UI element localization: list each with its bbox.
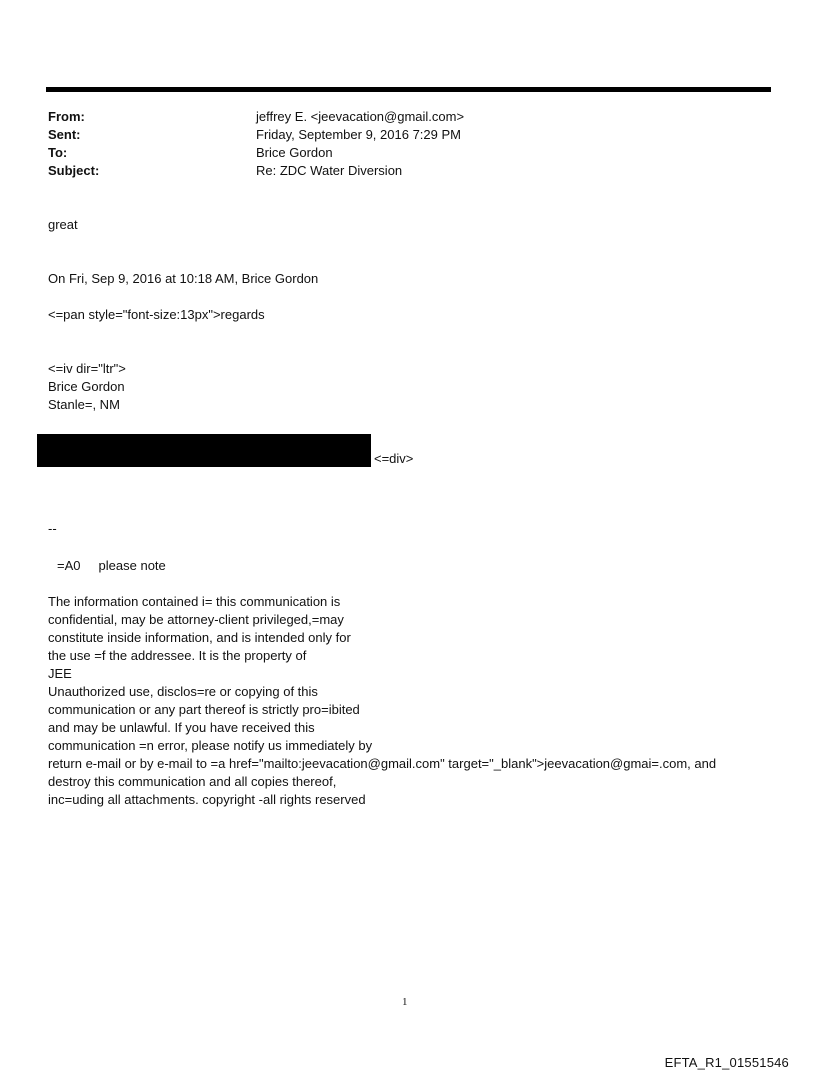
- regards-line: <=pan style="font-size:13px">regards: [48, 307, 265, 322]
- signature-name: Brice Gordon: [48, 379, 125, 394]
- from-row: [48, 108, 748, 126]
- document-id: EFTA_R1_01551546: [664, 1055, 789, 1070]
- from-value: jeffrey E. <jeevacation@gmail.com>: [256, 109, 465, 124]
- sent-value: Friday, September 9, 2016 7:29 PM: [256, 127, 461, 142]
- to-row: [48, 144, 748, 162]
- to-value: Brice Gordon: [256, 145, 333, 160]
- disclaimer-line: the use =f the addressee. It is the property of: [48, 648, 307, 663]
- to-label: To:: [48, 145, 68, 160]
- signature-separator: --: [48, 521, 57, 536]
- sent-label: Sent:: [48, 127, 81, 142]
- disclaimer-line: Unauthorized use, disclos=re or copying of this: [48, 684, 318, 699]
- disclaimer-line: JEE: [48, 666, 72, 681]
- subject-row: [48, 162, 748, 180]
- subject-label: Subject:: [48, 163, 100, 178]
- disclaimer-line: and may be unlawful. If you have received this: [48, 720, 315, 735]
- disclaimer-line: The information contained i= this communication is: [48, 594, 341, 609]
- quote-intro: On Fri, Sep 9, 2016 at 10:18 AM, Brice Gordon: [48, 271, 319, 286]
- disclaimer-line: communication or any part thereof is strictly pro=ibited: [48, 702, 360, 717]
- signature-block: [48, 360, 126, 414]
- reply-text: great: [48, 217, 78, 232]
- sent-row: [48, 126, 748, 144]
- email-header: [48, 108, 748, 180]
- div-close-markup: <=div>: [374, 451, 414, 466]
- please-note: =A0 please note: [57, 558, 166, 573]
- header-divider: [46, 87, 771, 92]
- signature-location: Stanle=, NM: [48, 397, 120, 412]
- subject-value: Re: ZDC Water Diversion: [256, 163, 403, 178]
- disclaimer: [48, 593, 716, 809]
- page-number: 1: [402, 996, 408, 1008]
- div-markup-line: <=iv dir="ltr">: [48, 361, 126, 376]
- disclaimer-line: inc=uding all attachments. copyright -all rights reserved: [48, 792, 366, 807]
- disclaimer-line: constitute inside information, and is intended only for: [48, 630, 351, 645]
- from-label: From:: [48, 109, 85, 124]
- disclaimer-line: communication =n error, please notify us immediately by: [48, 738, 373, 753]
- redaction-bar: [37, 434, 371, 467]
- disclaimer-line: destroy this communication and all copies thereof,: [48, 774, 337, 789]
- disclaimer-line: confidential, may be attorney-client privileged,=may: [48, 612, 344, 627]
- disclaimer-line: return e-mail or by e-mail to =a href="mailto:jeevacation@gmail.com" target="_blank">jeevacation@gmai=.com, and: [48, 756, 717, 771]
